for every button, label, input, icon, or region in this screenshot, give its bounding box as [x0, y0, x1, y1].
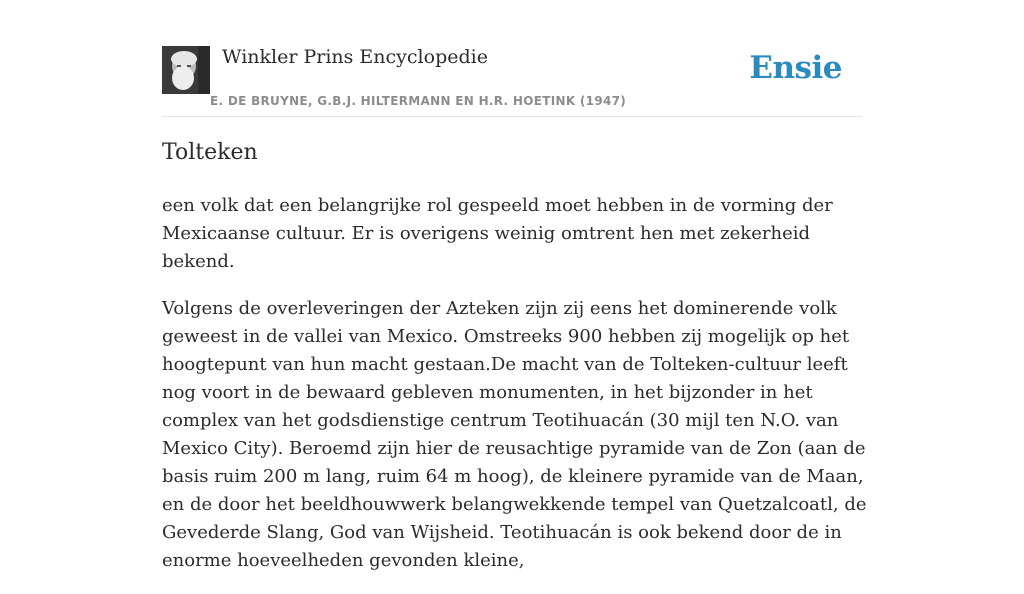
article-paragraph-2: Volgens de overleveringen der Azteken zijn zij eens het dominerende volk geweest in de vallei van Mexico. Omstreeks 900 hebben zij mogelijk op het hoogtepunt van hun macht gestaan.De macht van de Tolteken-cultuur leeft nog voort in de bewaard gebleven monumenten, in het bijzonder in het complex van het godsdienstige centrum Teotihuacán (30 mijl ten N.O. van Mexico City). Beroemd zijn hier de reusachtige pyramide van de Zon (aan de basis ruim 200 m lang, ruim 64 m hoog), de kleinere pyramide van de Maan, en de door het beeldhouwwerk belangwekkende tempel van Quetzalcoatl, de Gevederde Slang, God van Wijsheid. Teotihuacán is ook bekend door de in enorme hoeveelheden gevonden kleine, [162, 298, 867, 571]
authors-line: E. DE BRUYNE, G.B.J. HILTERMANN EN H.R. HOETINK (1947) [210, 94, 627, 108]
source-header [162, 44, 862, 117]
author-avatar[interactable] [162, 46, 210, 94]
portrait-icon [162, 46, 210, 94]
article-body [162, 192, 872, 594]
article-title: Tolteken [162, 140, 258, 165]
source-title[interactable]: Winkler Prins Encyclopedie [222, 46, 488, 68]
article-paragraph-1: een volk dat een belangrijke rol gespeeld moet hebben in de vorming der Mexicaanse cultuur. Er is overigens weinig omtrent hen met zekerheid bekend. [162, 195, 833, 272]
ensie-logo-link[interactable]: Ensie [749, 50, 842, 86]
